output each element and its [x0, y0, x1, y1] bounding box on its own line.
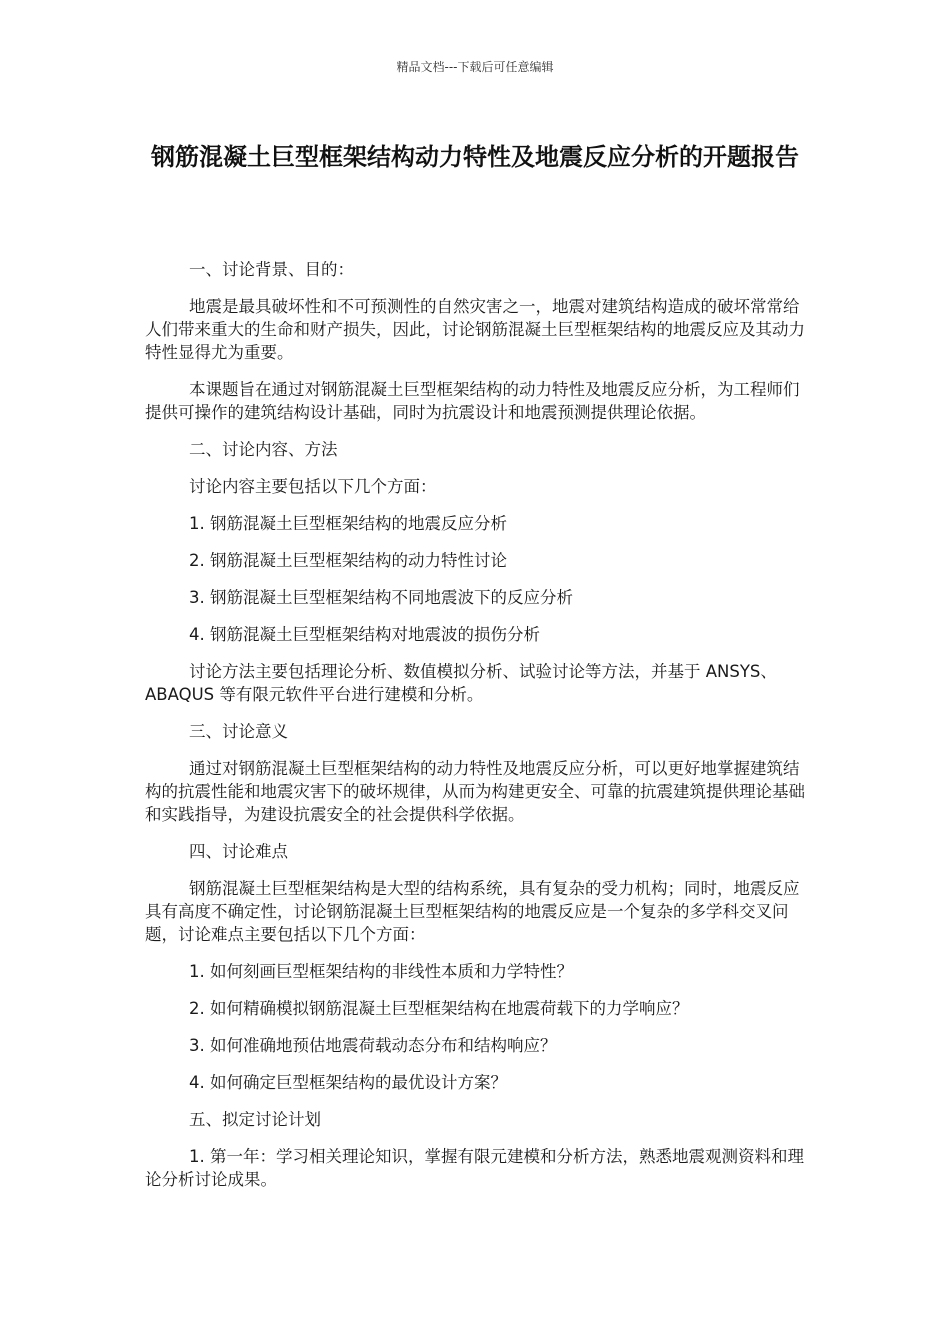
paragraph: 地震是最具破坏性和不可预测性的自然灾害之一，地震对建筑结构造成的破坏常常给人们带来重大的生命和财产损失，因此，讨论钢筋混凝土巨型框架结构的地震反应及其动力特性显得尤为重要。: [145, 297, 805, 362]
paragraph: 通过对钢筋混凝土巨型框架结构的动力特性及地震反应分析，可以更好地掌握建筑结构的抗震性能和地震灾害下的破坏规律，从而为构建更安全、可靠的抗震建筑提供理论基础和实践指导，为建设抗震安全的社会提供科学依据。: [145, 759, 805, 824]
page-header: 精品文档---下载后可任意编辑: [396, 60, 554, 74]
section-heading-3: 三、讨论意义: [189, 722, 288, 741]
paragraph: 钢筋混凝土巨型框架结构是大型的结构系统，具有复杂的受力机构；同时，地震反应具有高度不确定性，讨论钢筋混凝土巨型框架结构的地震反应是一个复杂的多学科交叉问题，讨论难点主要包括以下几个方面：: [145, 879, 800, 944]
paragraph: 1. 第一年：学习相关理论知识，掌握有限元建模和分析方法，熟悉地震观测资料和理论分析讨论成果。: [145, 1147, 804, 1189]
list-item: 3. 钢筋混凝土巨型框架结构不同地震波下的反应分析: [189, 588, 573, 607]
list-item: 4. 钢筋混凝土巨型框架结构对地震波的损伤分析: [189, 625, 540, 644]
section-heading-5: 五、拟定讨论计划: [189, 1110, 321, 1129]
document-title: 钢筋混凝土巨型框架结构动力特性及地震反应分析的开题报告: [151, 143, 799, 171]
list-item: 2. 如何精确模拟钢筋混凝土巨型框架结构在地震荷载下的力学响应？: [189, 999, 689, 1018]
list-item: 4. 如何确定巨型框架结构的最优设计方案？: [189, 1073, 507, 1092]
section-heading-2: 二、讨论内容、方法: [189, 440, 338, 459]
list-item: 1. 钢筋混凝土巨型框架结构的地震反应分析: [189, 514, 507, 533]
paragraph: 讨论内容主要包括以下几个方面：: [189, 477, 437, 496]
list-item: 2. 钢筋混凝土巨型框架结构的动力特性讨论: [189, 551, 507, 570]
section-heading-1: 一、讨论背景、目的：: [189, 260, 354, 279]
document-body: [145, 258, 805, 1205]
section-heading-4: 四、讨论难点: [189, 842, 288, 861]
list-item: 3. 如何准确地预估地震荷载动态分布和结构响应？: [189, 1036, 557, 1055]
paragraph: 本课题旨在通过对钢筋混凝土巨型框架结构的动力特性及地震反应分析，为工程师们提供可操作的建筑结构设计基础，同时为抗震设计和地震预测提供理论依据。: [145, 380, 800, 422]
paragraph: 讨论方法主要包括理论分析、数值模拟分析、试验讨论等方法，并基于 ANSYS、ABAQUS 等有限元软件平台进行建模和分析。: [145, 662, 777, 704]
list-item: 1. 如何刻画巨型框架结构的非线性本质和力学特性？: [189, 962, 573, 981]
